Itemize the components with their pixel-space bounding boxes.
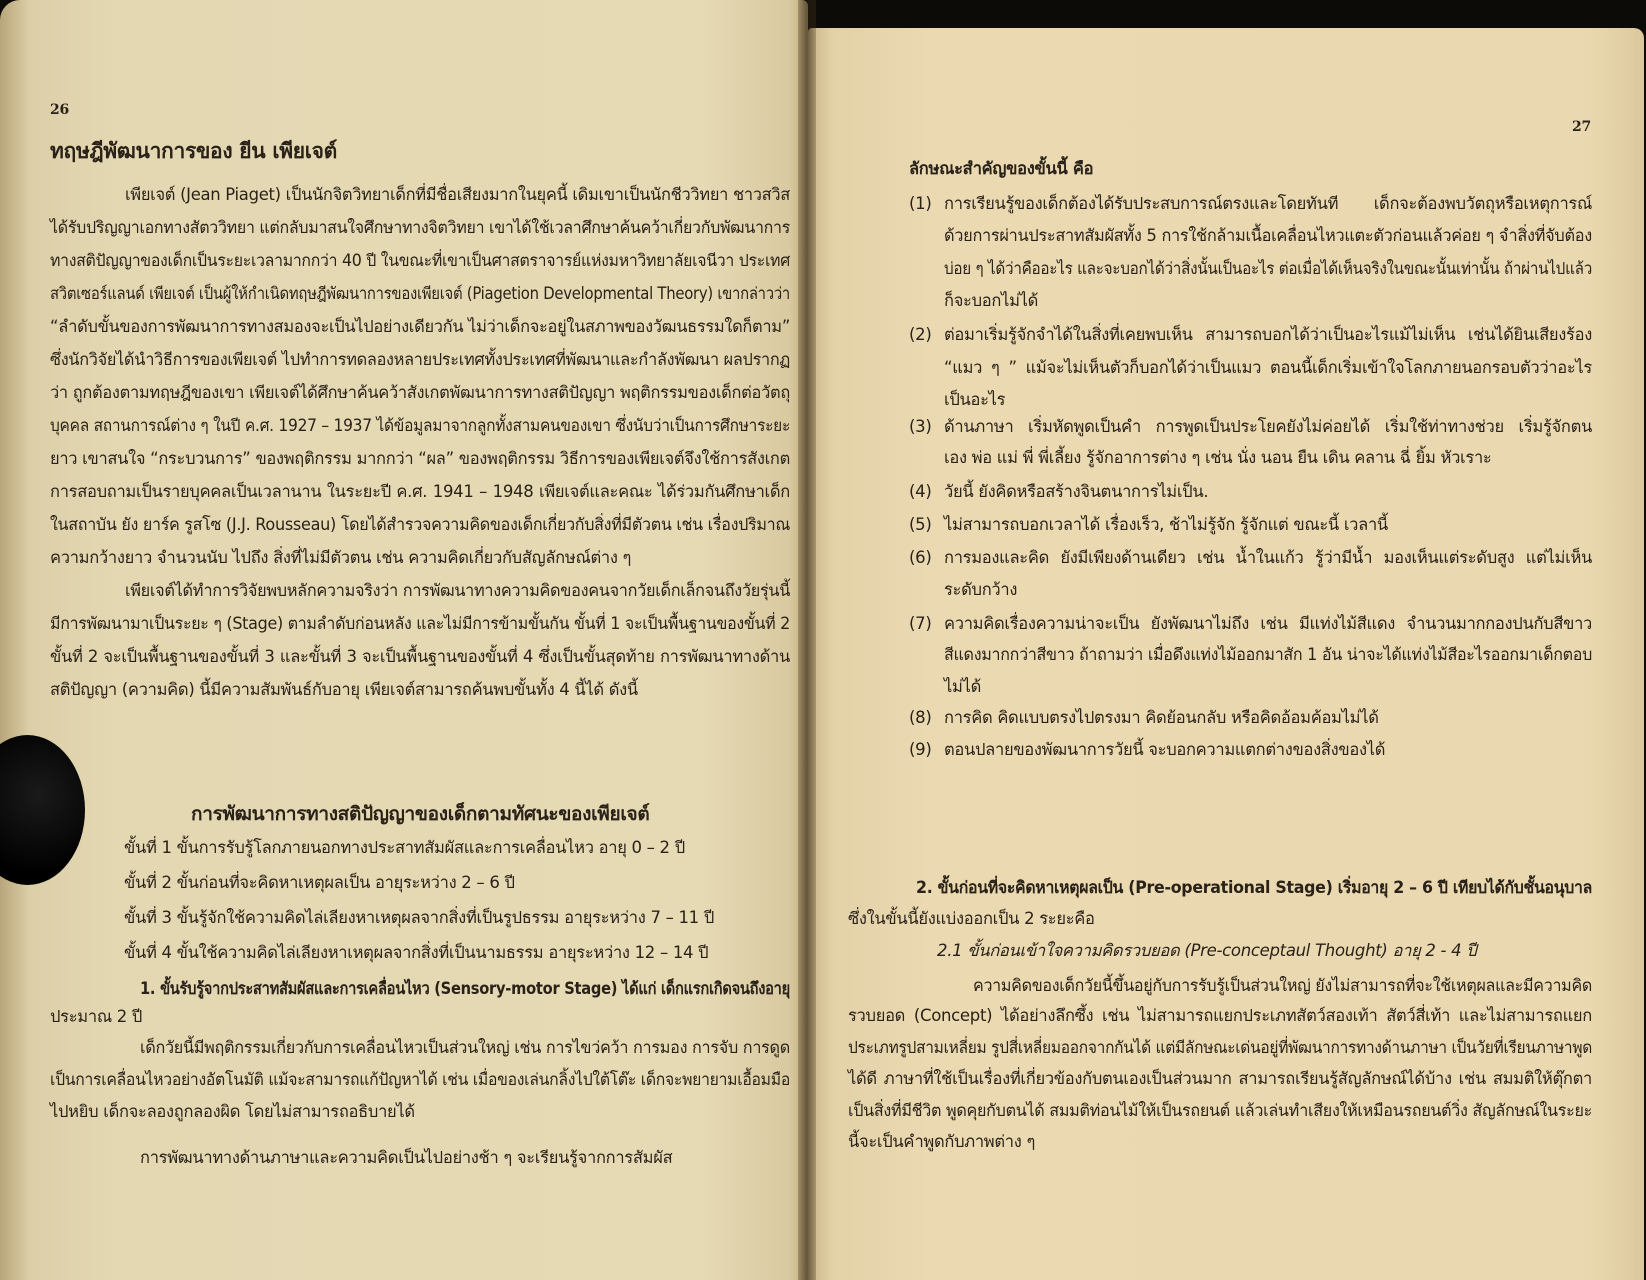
body-line: ขั้นที่ 2 จะเป็นพื้นฐานของขั้นที่ 3 และขั้นที่ 3 จะเป็นพื้นฐานของขั้นที่ 4 ซึ่งเป็นขั้นสุดท้าย การพัฒนาทางด้าน — [50, 647, 790, 666]
item-line: การคิด คิดแบบตรงไปตรงมา คิดย้อนกลับ หรือคิดอ้อมค้อมไม่ได้ — [944, 708, 1379, 727]
body-line: 2. ขั้นก่อนที่จะคิดหาเหตุผลเป็น (Pre-operational Stage) เริ่มอายุ 2 – 6 ปี เทียบได้กับชั้นอนุบาล — [916, 878, 1593, 897]
item-number: (5) — [909, 515, 932, 534]
body-line: ทางสติปัญญาของเด็กเป็นระยะเวลามากกว่า 40 ปี ในขณะที่เขาเป็นศาสตราจารย์แห่งมหาวิทยาลัยเจนีวา ประเทศ — [50, 251, 790, 270]
body-line: ซึ่งในขั้นนี้ยังแบ่งออกเป็น 2 ระยะคือ — [848, 909, 1095, 928]
stage-line: ขั้นที่ 2 ขั้นก่อนที่จะคิดหาเหตุผลเป็น อายุระหว่าง 2 – 6 ปี — [124, 873, 515, 892]
item-line: เป็นอะไร — [944, 390, 1006, 409]
item-number: (4) — [909, 482, 932, 501]
body-line: “ลำดับขั้นของการพัฒนาการทางสมองจะเป็นไปอย่างเดียวกัน ไม่ว่าเด็กจะอยู่ในสภาพของวัฒนธรรมใดก็ตาม” — [50, 317, 791, 336]
body-line: การพัฒนาทางด้านภาษาและความคิดเป็นไปอย่างช้า ๆ จะเรียนรู้จากการสัมผัส — [140, 1148, 673, 1167]
body-line: ได้รับปริญญาเอกทางสัตววิทยา แต่กลับมาสนใจศึกษาทางจิตวิทยา เขาได้ใช้เวลาศึกษาค้นคว้าเกี่ยวกับพัฒนาการ — [50, 218, 791, 237]
body-line: ความคิดของเด็กวัยนี้ขึ้นอยู่กับการรับรู้เป็นส่วนใหญ่ ยังไม่สามารถที่จะใช้เหตุผลและมีความคิด — [973, 976, 1593, 995]
body-line: สวิตเซอร์แลนด์ เพียเจต์ เป็นผู้ให้กำเนิดทฤษฎีพัฒนาการของเพียเจต์ (Piagetion Developmental Theory) เขากล่าวว่า — [50, 284, 790, 303]
item-number: (6) — [909, 548, 932, 567]
body-line: ประมาณ 2 ปี — [50, 1007, 143, 1026]
page-number: 26 — [50, 102, 69, 118]
stage-line: ขั้นที่ 3 ขั้นรู้จักใช้ความคิดไล่เลียงหาเหตุผลจากสิ่งที่เป็นรูปธรรม อายุระหว่าง 7 – 11 ปี — [124, 908, 714, 927]
item-line: ตอนปลายของพัฒนาการวัยนี้ จะบอกความแตกต่างของสิ่งของได้ — [944, 740, 1386, 759]
item-line: ด้วยการผ่านประสาทสัมผัสทั้ง 5 การใช้กล้ามเนื้อเคลื่อนไหวแตะตัวก่อนแล้วค่อย ๆ จำสิ่งที่จับต้อง — [944, 226, 1592, 245]
item-line: ก็จะบอกไม่ได้ — [944, 291, 1039, 310]
page-title: ทฤษฎีพัฒนาการของ ยีน เพียเจต์ — [50, 139, 337, 163]
item-number: (3) — [909, 417, 932, 436]
body-line: มีการพัฒนามาเป็นระยะ ๆ (Stage) ตามลำดับก่อนหลัง และไม่มีการข้ามขั้นกัน ขั้นที่ 1 จะเป็นพื้นฐานของขั้นที่ 2 — [50, 614, 790, 633]
stage-line: ขั้นที่ 1 ขั้นการรับรู้โลกภายนอกทางประสาทสัมผัสและการเคลื่อนไหว อายุ 0 – 2 ปี — [124, 838, 685, 857]
body-line: ซึ่งนักวิจัยได้นำวิธีการของเพียเจต์ ไปทำการทดลองหลายประเทศทั้งประเทศที่พัฒนาและกำลังพัฒนา ผลปรากฏ — [50, 350, 791, 369]
item-number: (9) — [909, 740, 932, 759]
item-line: “แมว ๆ ” แม้จะไม่เห็นตัวก็บอกได้ว่าเป็นแมว ตอนนี้เด็กเริ่มเข้าใจโลกภายนอกรอบตัวว่าอะไร — [944, 358, 1592, 377]
item-line: วัยนี้ ยังคิดหรือสร้างจินตนาการไม่เป็น. — [944, 482, 1209, 501]
body-line: เป็นสิ่งที่มีชีวิต พูดคุยกับตนได้ สมมติท่อนไม้ให้เป็นรถยนต์ แล้วเล่นทำเสียงให้เหมือนรถยนต์วิ่ง สัญลักษณ์ในระยะ — [848, 1101, 1592, 1120]
item-line: ระดับกว้าง — [944, 580, 1018, 599]
item-line: สีแดงมากกว่าสีขาว ถ้าถามว่า เมื่อดึงแท่งไม้ออกมาสัก 1 อัน น่าจะได้แท่งไม้สีอะไรออกมาเด็กตอบ — [944, 645, 1593, 664]
item-line: เอง พ่อ แม่ พี่ พี่เลี้ยง รู้จักอาการต่าง ๆ เช่น นั่ง นอน ยืน เดิน คลาน ฉี่ ยิ้ม หัวเราะ — [944, 448, 1492, 467]
stage-line: ขั้นที่ 4 ขั้นใช้ความคิดไล่เลียงหาเหตุผลจากสิ่งที่เป็นนามธรรม อายุระหว่าง 12 – 14 ปี — [124, 943, 709, 962]
body-line: ในสถาบัน ยัง ยาร์ค รูสโซ (J.J. Rousseau) โดยได้สำรวจความคิดของเด็กเกี่ยวกับสิ่งที่มีตัวตน เช่น เรื่องปริมาณ — [50, 515, 791, 534]
body-line: ได้ดี ภาษาที่ใช้เป็นเรื่องที่เกี่ยวข้องกับตนเองเป็นส่วนมาก สามารถเรียนรู้สัญลักษณ์ได้บ้าง เช่น สมมติให้ตุ๊กตา — [848, 1069, 1592, 1088]
body-line: ไปหยิบ เด็กจะลองถูกลองผิด โดยไม่สามารถอธิบายได้ — [50, 1102, 415, 1121]
body-line: เป็นการเคลื่อนไหวอย่างอัตโนมัติ แม้จะสามารถแก้ปัญหาได้ เช่น เมื่อของเล่นกลิ้งไปใต้โต๊ะ เด็กจะพยายามเอื้อมมือ — [50, 1070, 791, 1089]
body-line: เพียเจต์ (Jean Piaget) เป็นนักจิตวิทยาเด็กที่มีชื่อเสียงมากในยุคนี้ เดิมเขาเป็นนักชีววิทยา ชาวสวิส — [125, 185, 791, 204]
body-line: 2.1 ขั้นก่อนเข้าใจความคิดรวบยอด (Pre-conceptaul Thought) อายุ 2 - 4 ปี — [937, 941, 1477, 960]
body-line: ประเภทรูปสามเหลี่ยม รูปสี่เหลี่ยมออกจากกันได้ แต่มีลักษณะเด่นอยู่ที่พัฒนาการทางด้านภาษา เป็นวัยที่เรียนภาษาพูด — [848, 1038, 1593, 1057]
item-line: ไม่ได้ — [944, 677, 981, 696]
body-line: บุคคล สถานการณ์ต่าง ๆ ในปี ค.ศ. 1927 – 1937 ได้ข้อมูลมาจากลูกทั้งสามคนของเขา ซึ่งนับว่าเป็นการศึกษาระยะ — [50, 416, 791, 435]
body-line: เด็กวัยนี้มีพฤติกรรมเกี่ยวกับการเคลื่อนไหวเป็นส่วนใหญ่ เช่น การไขว่คว้า การมอง การจับ การดูด — [140, 1038, 791, 1057]
item-line: การเรียนรู้ของเด็กต้องได้รับประสบการณ์ตรงและโดยทันที เด็กจะต้องพบวัตถุหรือเหตุการณ์ — [944, 194, 1592, 213]
body-line: ยาว เขาสนใจ “กระบวนการ” ของพฤติกรรม มากกว่า “ผล” ของพฤติกรรม วิธีการของเพียเจต์จึงใช้การสังเกต — [50, 449, 790, 468]
item-line: การมองและคิด ยังมีเพียงด้านเดียว เช่น น้ำในแก้ว รู้ว่ามีน้ำ มองเห็นแต่ระดับสูง แต่ไม่เห็น — [944, 548, 1592, 567]
body-line: ว่า ถูกต้องตามทฤษฎีของเขา เพียเจต์ได้ศึกษาค้นคว้าสังเกตพัฒนาการทางสติปัญญา พฤติกรรมของเด็กต่อวัตถุ — [50, 383, 791, 402]
item-number: (7) — [909, 614, 932, 633]
body-line: สติปัญญา (ความคิด) นี้มีความสัมพันธ์กับอายุ เพียเจต์สามารถค้นพบขั้นทั้ง 4 นี้ได้ ดังนี้ — [50, 680, 638, 699]
item-number: (1) — [909, 194, 932, 213]
item-line: บ่อย ๆ ได้ว่าคืออะไร และจะบอกได้ว่าสิ่งนั้นเป็นอะไร ต่อเมื่อได้เห็นจริงในขณะนั้นเท่านั้น ถ้าผ่านไปแล้ว — [944, 259, 1593, 278]
item-number: (8) — [909, 708, 932, 727]
page-number: 27 — [1572, 119, 1591, 135]
item-line: ความคิดเรื่องความน่าจะเป็น ยังพัฒนาไม่ถึง เช่น มีแท่งไม้สีแดง จำนวนมากกองปนกับสีขาว — [944, 614, 1592, 633]
body-line: ความกว้างยาว จำนวนนับ ไปถึง สิ่งที่ไม่มีตัวตน เช่น ความคิดเกี่ยวกับสัญลักษณ์ต่าง ๆ — [50, 548, 632, 567]
section-heading: ลักษณะสำคัญของขั้นนี้ คือ — [909, 159, 1094, 178]
body-line: 1. ขั้นรับรู้จากประสาทสัมผัสและการเคลื่อนไหว (Sensory-motor Stage) ได้แก่ เด็กแรกเกิดจนถึงอายุ — [140, 979, 790, 998]
item-line: ต่อมาเริ่มรู้จักจำได้ในสิ่งที่เคยพบเห็น สามารถบอกได้ว่าเป็นอะไรแม้ไม่เห็น เช่นได้ยินเสียงร้อง — [944, 325, 1592, 344]
item-number: (2) — [909, 325, 932, 344]
item-line: ไม่สามารถบอกเวลาได้ เรื่องเร็ว, ช้าไม่รู้จัก รู้จักแต่ ขณะนี้ เวลานี้ — [944, 515, 1388, 534]
section-heading: การพัฒนาการทางสติปัญญาของเด็กตามทัศนะของเพียเจต์ — [191, 803, 650, 825]
body-line: นี้จะเป็นคำพูดกับภาพต่าง ๆ — [848, 1132, 1036, 1151]
item-line: ด้านภาษา เริ่มหัดพูดเป็นคำ การพูดเป็นประโยคยังไม่ค่อยได้ เริ่มใช้ท่าทางช่วย เริ่มรู้จักตน — [944, 417, 1592, 436]
body-line: เพียเจต์ได้ทำการวิจัยพบหลักความจริงว่า การพัฒนาทางความคิดของคนจากวัยเด็กเล็กจนถึงวัยรุ่นนี้ — [125, 581, 791, 600]
body-line: การสอบถามเป็นรายบุคคลเป็นเวลานาน ในระยะปี ค.ศ. 1941 – 1948 เพียเจต์และคณะ ได้ร่วมกันศึกษาเด็ก — [50, 482, 790, 501]
body-line: รวบยอด (Concept) ได้อย่างลึกซึ้ง เช่น ไม่สามารถแยกประเภทสัตว์สองเท้า สัตว์สี่เท้า และไม่สามารถแยก — [848, 1006, 1592, 1025]
